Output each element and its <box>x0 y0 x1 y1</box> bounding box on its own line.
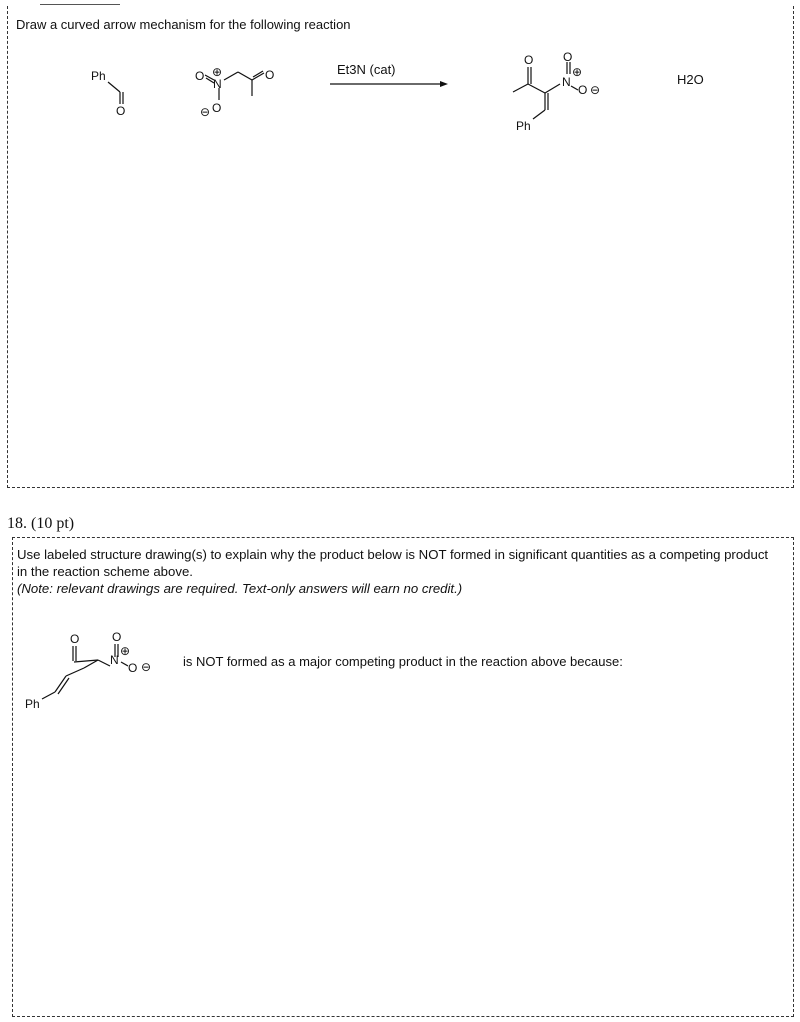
question-number: 18. (10 pt) <box>7 515 75 532</box>
product-structure <box>513 62 578 119</box>
o-label-1: O <box>116 104 126 118</box>
reaction-arrow-head <box>440 81 448 87</box>
plus-charge-3: ⊕ <box>120 644 131 658</box>
explanation-prompt <box>17 546 777 597</box>
o-label-3: O <box>212 101 222 115</box>
minus-charge-1: ⊖ <box>200 105 211 119</box>
explanation-question: Use labeled structure drawing(s) to explain why the product below is NOT formed in significant quantities as a competing product in the reaction scheme above. <box>17 547 769 579</box>
o-label-8: O <box>70 632 80 646</box>
o-label-2: O <box>195 69 205 83</box>
competing-product-statement: is NOT formed as a major competing product in the reaction above because: <box>183 654 623 669</box>
ph-label-1: Ph <box>91 69 106 83</box>
water-label: H2O <box>677 72 704 87</box>
o-label-4: O <box>265 68 275 82</box>
n-label-2: N <box>562 75 571 89</box>
o-label-5: O <box>524 53 534 67</box>
answer-box-explanation[interactable] <box>12 537 794 1017</box>
minus-charge-2: ⊖ <box>590 83 601 97</box>
benzaldehyde-structure <box>108 82 123 104</box>
plus-charge-1: ⊕ <box>212 65 223 79</box>
o-label-7: O <box>578 83 588 97</box>
o-label-6: O <box>563 50 573 64</box>
ph-label-2: Ph <box>516 119 531 133</box>
n-label-3: N <box>110 653 119 667</box>
o-label-10: O <box>128 661 138 675</box>
mechanism-prompt: Draw a curved arrow mechanism for the following reaction <box>16 17 351 32</box>
explanation-note: (Note: relevant drawings are required. Text-only answers will earn no credit.) <box>17 581 463 596</box>
minus-charge-3: ⊖ <box>141 660 152 674</box>
plus-charge-2: ⊕ <box>572 65 583 79</box>
reagent-label: Et3N (cat) <box>337 62 396 77</box>
n-label-1: N <box>213 77 222 91</box>
ph-label-3: Ph <box>25 697 40 711</box>
o-label-9: O <box>112 630 122 644</box>
